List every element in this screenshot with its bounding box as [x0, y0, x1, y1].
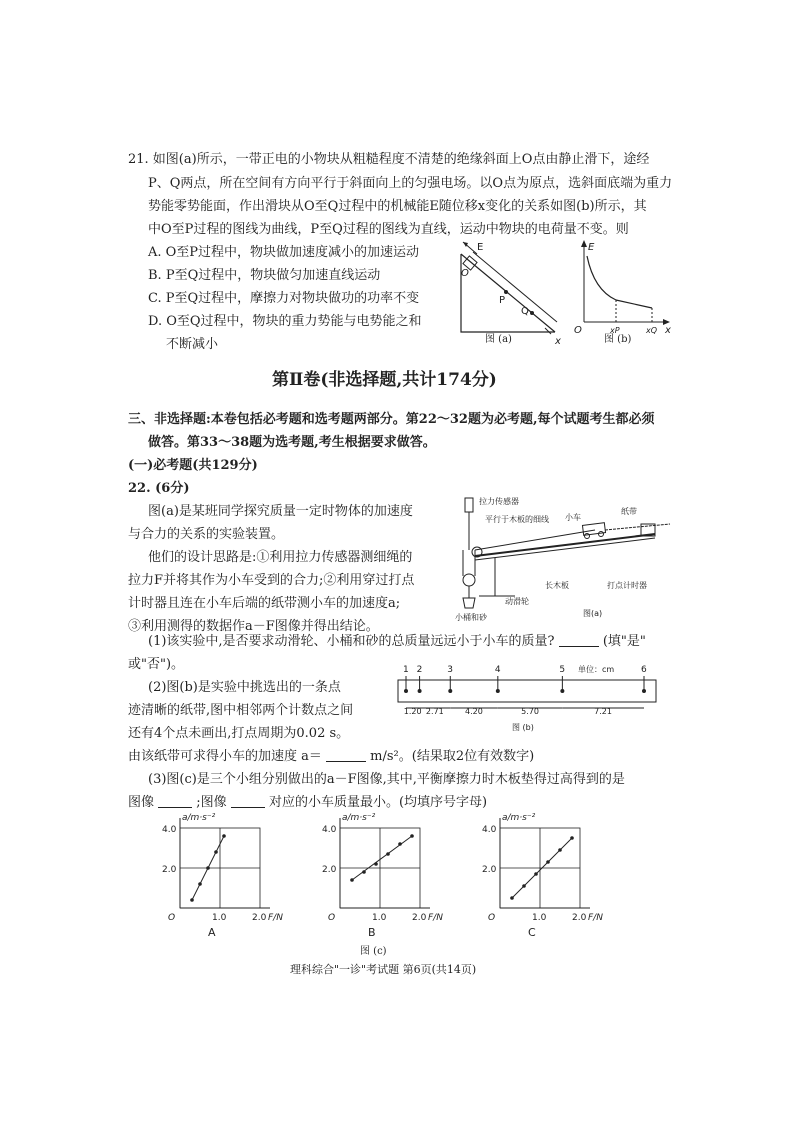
q21-option-b: B. P至Q过程中，物块做匀加速直线运动 — [148, 268, 381, 283]
data-point — [190, 898, 194, 902]
data-point — [398, 842, 402, 846]
q22-s2e-text: m/s²。(结果取2位有效数字) — [370, 749, 535, 764]
label-x: x — [555, 336, 561, 347]
label-thread: 平行于木板的细线 — [485, 515, 549, 524]
tape-distance-label: 7.21 — [594, 707, 612, 716]
point-q — [530, 311, 534, 315]
y-axis-label: a/m·s⁻² — [182, 813, 216, 823]
q22-s2d — [128, 747, 534, 767]
tape-distance-label: 2.71 — [425, 707, 444, 716]
q22-s1-text: (1)该实验中,是否要求动滑轮、小桶和砂的总质量远远小于小车的质量? — [148, 634, 555, 649]
y-axis-label: a/m·s⁻² — [502, 813, 536, 823]
q22-s3c: ;图像 — [196, 795, 227, 810]
graph-b — [322, 813, 443, 939]
graph-label: B — [368, 926, 376, 939]
data-point — [546, 860, 550, 864]
data-point — [386, 852, 390, 856]
data-point — [570, 836, 574, 840]
q22-s3a: (3)图(c)是三个小组分别做出的a－F图像,其中,平衡摩擦力时木板垫得过高得到的是 — [148, 772, 625, 787]
tick-label: 2.0 — [252, 913, 267, 923]
label-board: 长木板 — [545, 581, 569, 590]
label-timer: 打点计时器 — [607, 581, 647, 590]
q22-s3b: 图像 — [128, 795, 155, 810]
q22-p1a: 图(a)是某班同学探究质量一定时物体的加速度 — [148, 504, 413, 519]
q22-graphs-figure — [160, 812, 630, 954]
q21-figure-b — [574, 238, 674, 336]
x-axis-label: F/N — [588, 913, 603, 923]
label-e: E — [588, 242, 595, 253]
q22-p1b: 与合力的关系的实验装置。 — [128, 527, 285, 542]
answer-blank-2[interactable] — [326, 747, 366, 762]
tick-label: 2.0 — [572, 913, 587, 923]
label-cart: 小车 — [565, 513, 581, 522]
q22-p2d: ③利用测得的数据作a－F图像并得出结论。 — [128, 619, 379, 634]
point-p — [504, 290, 508, 294]
section-title: 第Ⅱ卷(非选择题,共计174分) — [272, 370, 497, 390]
data-point — [198, 882, 202, 886]
q22-s3-line2 — [128, 793, 487, 813]
q22-p2a: 他们的设计思路是:①利用拉力传感器测细绳的 — [148, 550, 413, 565]
tick-label: 4.0 — [162, 825, 177, 835]
q22-tape-figure — [392, 662, 662, 734]
tick-label: 1.0 — [532, 913, 547, 923]
q21-option-d: D. O至Q过程中，物块的重力势能与电势能之和 — [148, 314, 422, 329]
q22-heading: 22. (6分) — [128, 481, 190, 496]
tick-label: 2.0 — [162, 865, 177, 875]
q21-option-a: A. O至P过程中，物块做加速度减小的加速运动 — [148, 245, 420, 260]
tape-point-dot — [404, 689, 408, 693]
answer-blank-3[interactable] — [158, 793, 192, 808]
data-point — [222, 834, 226, 838]
q21-option-c: C. P至Q过程中，摩擦力对物块做功的功率不变 — [148, 291, 420, 306]
data-point — [410, 834, 414, 838]
q22-s2d-text: 由该纸带可求得小车的加速度 a＝ — [128, 749, 322, 764]
tape-point-dot — [448, 689, 452, 693]
q21-figure-a-caption: 图 (a) — [485, 334, 512, 345]
label-o: O — [574, 325, 582, 336]
label-pulley: 动滑轮 — [505, 597, 529, 606]
label-o: O — [461, 268, 469, 279]
required-heading: (一)必考题(共129分) — [128, 458, 258, 473]
fit-line — [352, 836, 412, 880]
tape-distance-label: 5.70 — [521, 707, 539, 716]
data-point — [558, 848, 562, 852]
label-x: x — [665, 325, 671, 336]
x-axis-label: F/N — [428, 913, 443, 923]
q21-line4: 中O至P过程的图线为曲线，P至Q过程的图线为直线，运动中物块的电荷量不变。则 — [148, 222, 629, 237]
data-point — [374, 862, 378, 866]
graph-label: A — [208, 926, 216, 939]
data-point — [534, 872, 538, 876]
label-e: E — [477, 242, 484, 253]
label-bucket: 小桶和砂 — [455, 613, 487, 622]
q22-s1 — [148, 632, 646, 652]
tick-label: 4.0 — [482, 825, 497, 835]
tick-label: 2.0 — [322, 865, 337, 875]
q22-apparatus-figure — [455, 494, 680, 626]
data-point — [522, 884, 526, 888]
data-point — [206, 866, 210, 870]
q22-s2b: 迹清晰的纸带,图中相邻两个计数点之间 — [128, 703, 354, 718]
tape-point-dot — [642, 689, 646, 693]
label-xp: xP — [610, 326, 620, 335]
apparatus-caption: 图(a) — [583, 609, 603, 618]
tape-point-label: 1 — [403, 665, 409, 675]
q22-s3d: 对应的小车质量最小。(均填序号字母) — [268, 795, 488, 810]
data-point — [362, 870, 366, 874]
tape-distance-label: 1.20 — [403, 707, 422, 716]
tape-distance-label: 4.20 — [465, 707, 483, 716]
tape-point-label: 4 — [494, 665, 501, 675]
q22-s2a: (2)图(b)是实验中挑选出的一条点 — [148, 680, 341, 695]
q21-option-d-cont: 不断减小 — [166, 337, 219, 352]
page-footer: 理科综合"一诊"考试题 第6页(共14页) — [290, 963, 477, 976]
origin-label: O — [168, 913, 176, 923]
q21-figure-b-caption: 图 (b) — [604, 334, 632, 345]
label-q: Q — [521, 306, 529, 317]
label-tape: 纸带 — [621, 507, 637, 516]
label-xq: xQ — [646, 326, 658, 335]
graphs-caption: 图 (c) — [360, 946, 387, 957]
q21-line2: P、Q两点，所在空间有方向平行于斜面向上的匀强电场。以O点为原点，选斜面底端为重力 — [148, 176, 673, 191]
graph-label: C — [528, 926, 536, 939]
tape-unit: 单位：cm — [578, 665, 615, 674]
tick-label: 1.0 — [372, 913, 387, 923]
tape-caption: 图 (b) — [512, 723, 534, 732]
tick-label: 2.0 — [482, 865, 497, 875]
answer-blank-4[interactable] — [231, 793, 265, 808]
q22-s1c: 或"否")。 — [128, 657, 185, 672]
tick-label: 4.0 — [322, 825, 337, 835]
tape-point-label: 5 — [559, 665, 566, 675]
q21-line1: 21. 如图(a)所示，一带正电的小物块从粗糙程度不清楚的绝缘斜面上O点由静止滑下，途经 — [128, 152, 650, 167]
origin-label: O — [328, 913, 336, 923]
tick-label: 2.0 — [412, 913, 427, 923]
tape-point-label: 3 — [447, 665, 454, 675]
answer-blank-1[interactable] — [559, 632, 599, 647]
data-point — [214, 850, 218, 854]
tape-point-dot — [560, 689, 564, 693]
tape-point-label: 6 — [641, 665, 647, 675]
data-point — [510, 896, 514, 900]
q22-p2c: 计时器且连在小车后端的纸带测小车的加速度a; — [128, 596, 401, 611]
graph-c — [482, 813, 603, 939]
graph-a — [162, 813, 283, 939]
q22-p2b: 拉力F并将其作为小车受到的合力;②利用穿过打点 — [128, 573, 415, 588]
tick-label: 1.0 — [212, 913, 227, 923]
origin-label: O — [488, 913, 496, 923]
tape-point-dot — [496, 689, 500, 693]
data-point — [350, 878, 354, 882]
tape-point-label: 2 — [416, 665, 423, 675]
y-axis-label: a/m·s⁻² — [342, 813, 376, 823]
q21-line3: 势能零势能面，作出滑块从O至Q过程中的机械能E随位移x变化的关系如图(b)所示，其 — [148, 199, 647, 214]
section-intro-line1: 三、非选择题:本卷包括必考题和选考题两部分。第22～32题为必考题,每个试题考生都必须 — [128, 412, 655, 427]
section-intro-line2: 做答。第33～38题为选考题,考生根据要求做答。 — [148, 435, 436, 450]
tape-point-dot — [418, 689, 422, 693]
x-axis-label: F/N — [268, 913, 283, 923]
label-sensor: 拉力传感器 — [479, 497, 519, 506]
q22-s2c: 还有4个点未画出,打点周期为0.02 s。 — [128, 726, 350, 741]
q22-s1-hint: (填"是" — [602, 634, 646, 649]
q21-figure-a — [455, 240, 570, 350]
label-p: P — [499, 295, 506, 306]
